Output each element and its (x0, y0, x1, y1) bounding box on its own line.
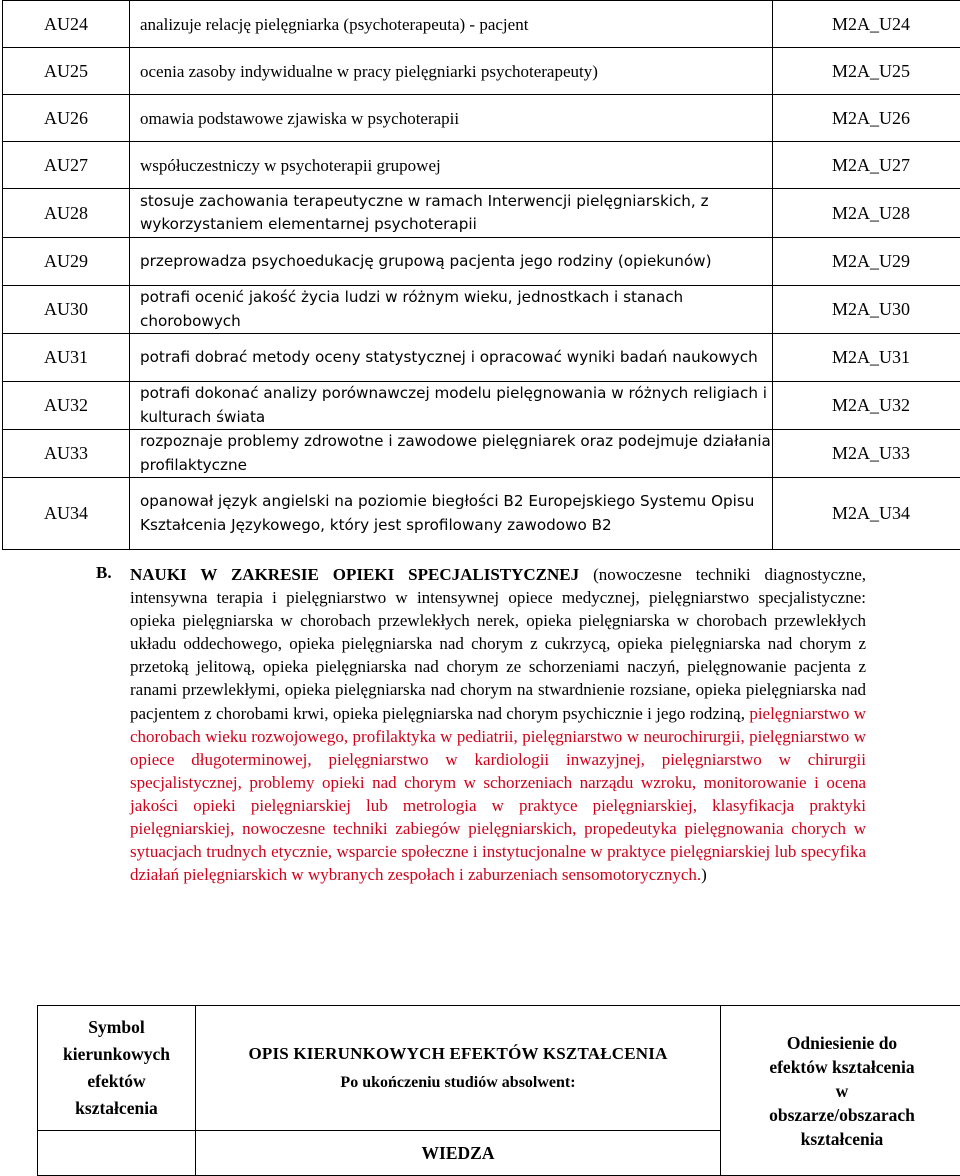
symbol-empty-cell (38, 1131, 196, 1176)
table-row (3, 142, 960, 189)
outcome-reference: M2A_U33 (773, 430, 960, 478)
outcome-description: przeprowadza psychoedukację grupową pacjenta jego rodziny (opiekunów) (130, 238, 773, 286)
section-label: B. (96, 563, 112, 583)
description-header-subtitle: Po ukończeniu studiów absolwent: (197, 1074, 719, 1092)
relation-header-line: efektów kształcenia (722, 1055, 960, 1079)
outcome-code: AU33 (3, 430, 130, 478)
outcome-description: współuczestniczy w psychoterapii grupowej (130, 142, 773, 189)
outcome-code: AU29 (3, 238, 130, 286)
symbol-header-line: kierunkowych (39, 1041, 194, 1068)
table-row (3, 1, 960, 48)
outcome-description: stosuje zachowania terapeutyczne w ramach Interwencji pielęgniarskich, z wykorzystaniem elementarnej psychoterapii (130, 189, 773, 238)
relation-header-line: w (722, 1079, 960, 1103)
table-row (3, 382, 960, 430)
section-text-highlighted: pielęgniarstwo w chorobach wieku rozwojowego, profilaktyka w pediatrii, pielęgniarstwo w neurochirurgii, pielęgniarstwo w opiece długoterminowej, pielęgniarstwo w kardiologii inwazyjnej, pielęgniarstwo w chirurgii specjalistycznej, problemy opieki nad chorym w schorzeniach narządu wzroku, monitorowanie i ocena jakości opieki pielęgniarskiej lub metrologia w praktyce pielęgniarskiej, klasyfikacja praktyki pielęgniarskiej, nowoczesne techniki zabiegów pielęgniarskich, propedeutyka pielęgnowania chorych w sytuacjach trudnych etycznie, wsparcie społeczne i instytucjonalne w praktyce pielęgniarskiej lub specyfika działań pielęgniarskich w wybranych zespołach i zaburzeniach sensomotorycznych. (130, 704, 866, 885)
outcome-reference: M2A_U32 (773, 382, 960, 430)
outcome-reference: M2A_U28 (773, 189, 960, 238)
outcome-code: AU32 (3, 382, 130, 430)
section-paragraph (130, 563, 866, 886)
outcome-code: AU27 (3, 142, 130, 189)
section-text-end: ) (701, 865, 707, 884)
outcome-description: analizuje relację pielęgniarka (psychoterapeuta) - pacjent (130, 1, 773, 48)
outcome-description: potrafi dobrać metody oceny statystycznej i opracować wyniki badań naukowych (130, 334, 773, 382)
outcomes-header-table (37, 1005, 960, 1176)
table-row (3, 95, 960, 142)
table-row (3, 478, 960, 550)
outcome-code: AU34 (3, 478, 130, 550)
table-row (3, 48, 960, 95)
symbol-header-cell (38, 1006, 196, 1131)
section-b (96, 563, 866, 886)
relation-header-line: Odniesienie do (722, 1031, 960, 1055)
symbol-header-line: kształcenia (39, 1095, 194, 1122)
outcome-description: rozpoznaje problemy zdrowotne i zawodowe pielęgniarek oraz podejmuje działania profilaktyczne (130, 430, 773, 478)
symbol-header-line: Symbol (39, 1014, 194, 1041)
description-header-title: OPIS KIERUNKOWYCH EFEKTÓW KSZTAŁCENIA (197, 1044, 719, 1064)
outcome-reference: M2A_U27 (773, 142, 960, 189)
outcome-code: AU28 (3, 189, 130, 238)
description-header-cell (196, 1006, 721, 1131)
outcome-description: omawia podstawowe zjawiska w psychoterapii (130, 95, 773, 142)
outcome-description: potrafi ocenić jakość życia ludzi w różnym wieku, jednostkach i stanach chorobowych (130, 286, 773, 334)
outcome-code: AU30 (3, 286, 130, 334)
relation-header-line: obszarze/obszarach (722, 1103, 960, 1127)
outcome-reference: M2A_U25 (773, 48, 960, 95)
outcome-reference: M2A_U34 (773, 478, 960, 550)
outcome-reference: M2A_U31 (773, 334, 960, 382)
outcome-reference: M2A_U29 (773, 238, 960, 286)
relation-header-cell (721, 1006, 960, 1176)
symbol-header-line: efektów (39, 1068, 194, 1095)
table-row (3, 286, 960, 334)
table-row (3, 189, 960, 238)
outcome-code: AU26 (3, 95, 130, 142)
section-title-cell: WIEDZA (196, 1131, 721, 1176)
outcome-description: potrafi dokonać analizy porównawczej modelu pielęgnowania w różnych religiach i kulturach świata (130, 382, 773, 430)
outcome-description: opanował język angielski na poziomie biegłości B2 Europejskiego Systemu Opisu Kształcenia Językowego, który jest sprofilowany zawodowo B2 (130, 478, 773, 550)
outcome-code: AU25 (3, 48, 130, 95)
outcome-reference: M2A_U24 (773, 1, 960, 48)
outcome-code: AU31 (3, 334, 130, 382)
table-row (3, 430, 960, 478)
table-row (3, 334, 960, 382)
relation-header-line: kształcenia (722, 1127, 960, 1151)
outcome-code: AU24 (3, 1, 130, 48)
header-row (38, 1006, 960, 1131)
outcome-reference: M2A_U30 (773, 286, 960, 334)
outcome-reference: M2A_U26 (773, 95, 960, 142)
table-row (3, 238, 960, 286)
outcome-description: ocenia zasoby indywidualne w pracy pielęgniarki psychoterapeuty) (130, 48, 773, 95)
learning-outcomes-table (2, 0, 960, 550)
section-heading: NAUKI W ZAKRESIE OPIEKI SPECJALISTYCZNEJ (130, 565, 579, 584)
section-text: (nowoczesne techniki diagnostyczne, intensywna terapia i pielęgniarstwo w intensywnej opiece medycznej, pielęgniarstwo specjalistyczne: opieka pielęgniarska w chorobach przewlekłych nerek, opieka pielęgniarska w chorobach przewlekłych układu oddechowego, opieka pielęgniarska nad chorym z cukrzycą, opieka pielęgniarska nad chorym z przetoką jelitową, opieka pielęgniarska nad chorym ze schorzeniami naczyń, pielęgnowanie pacjenta z ranami przewlekłymi, opieka pielęgniarska nad chorym na stwardnienie rozsiane, opieka pielęgniarska nad pacjentem z chorobami krwi, opieka pielęgniarska nad chorym psychicznie i jego rodziną, (130, 565, 866, 723)
